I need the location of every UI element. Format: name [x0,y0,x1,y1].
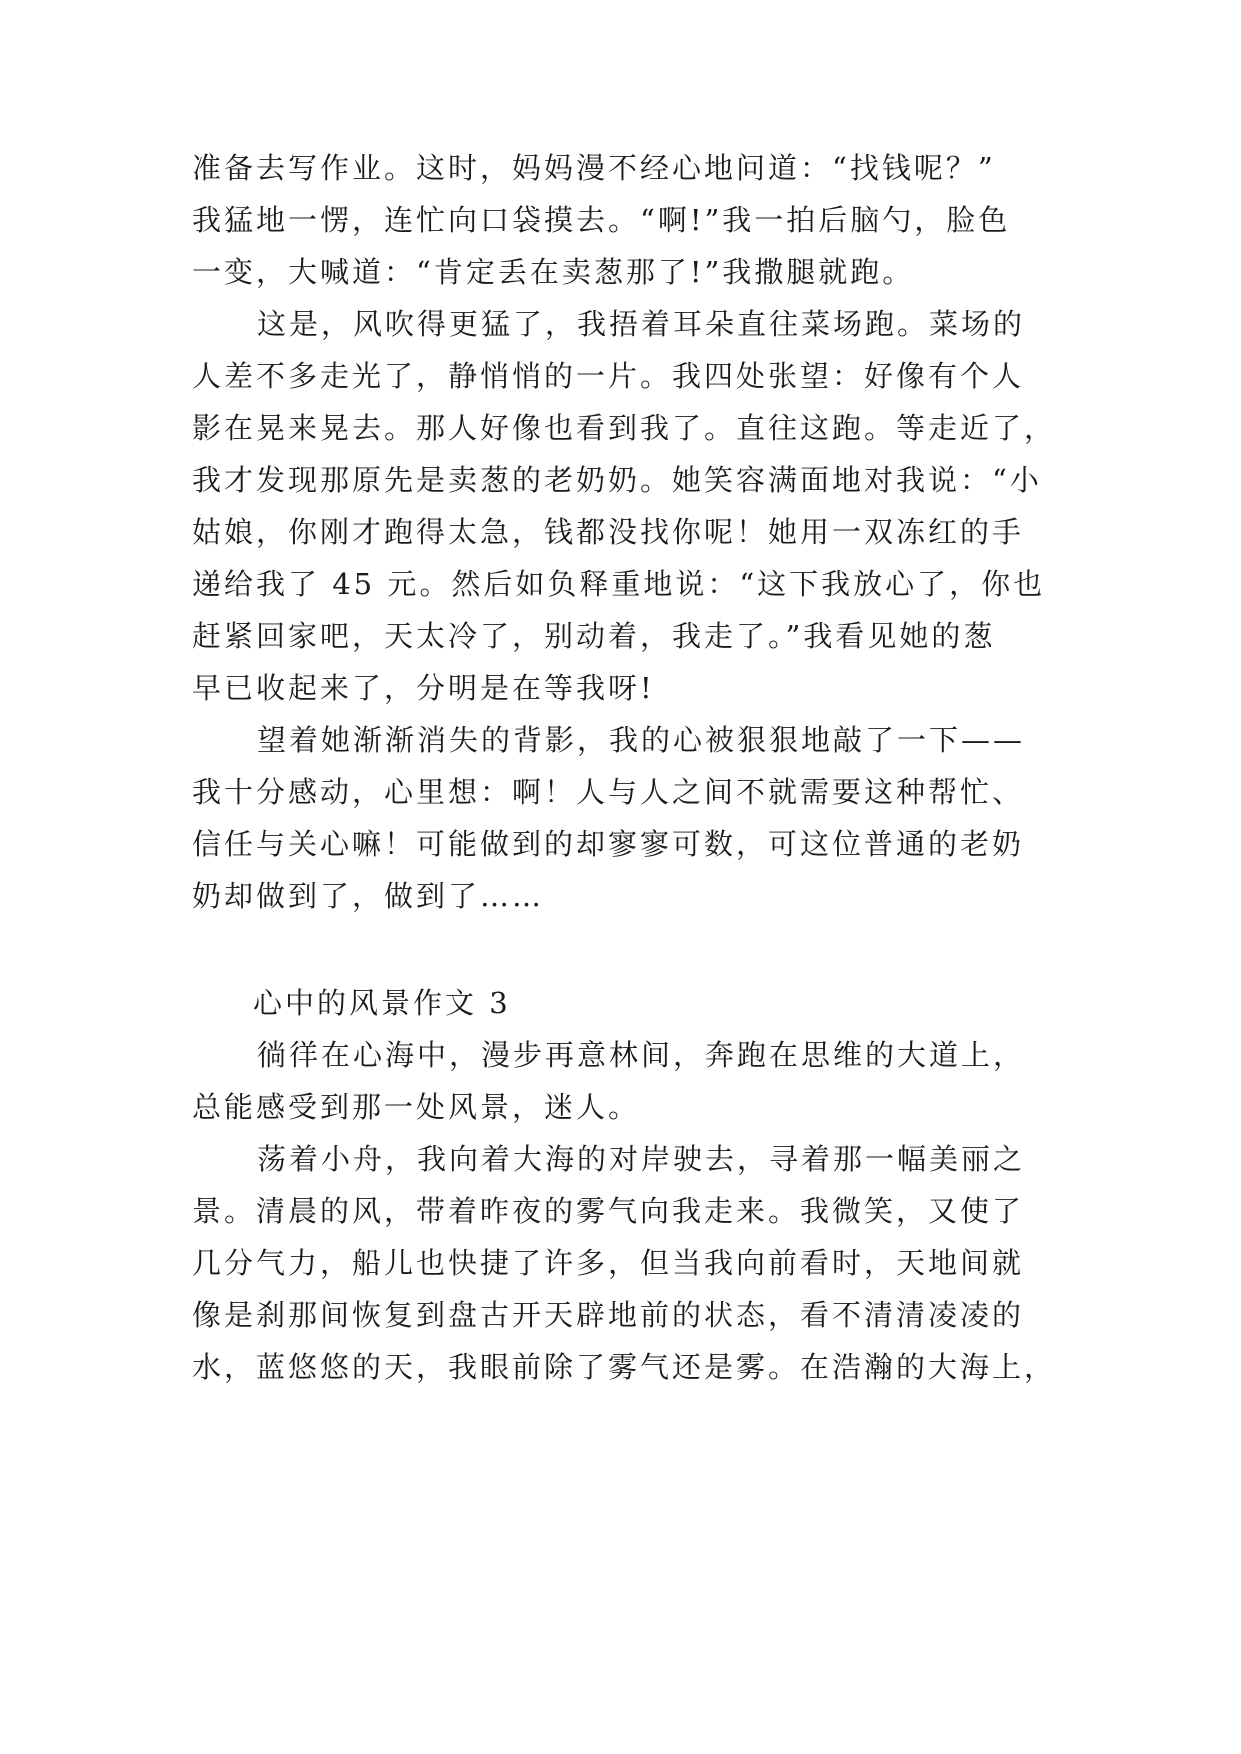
paragraph-start-line: 这是，风吹得更猛了，我捂着耳朵直往菜场跑。菜场的 [257,307,1026,341]
section-heading: 心中的风景作文 3 [253,986,511,1020]
text-line: 影在晃来晃去。那人好像也看到我了。直往这跑。等走近了， [192,411,1057,445]
text-line: 早已收起来了，分明是在等我呀! [192,671,655,705]
text-line: 景。清晨的风，带着昨夜的雾气向我走来。我微笑，又使了 [192,1194,1025,1228]
paragraph-start-line: 徜徉在心海中，漫步再意林间，奔跑在思维的大道上， [257,1038,1026,1072]
text-line: 我才发现那原先是卖葱的老奶奶。她笑容满面地对我说：“小 [192,463,1042,497]
text-line: 递给我了 45 元。然后如负释重地说：“这下我放心了，你也 [192,567,1046,601]
text-line: 我十分感动，心里想：啊！人与人之间不就需要这种帮忙、 [192,775,1025,809]
text-line: 像是刹那间恢复到盘古开天辟地前的状态，看不清清凌凌的 [192,1298,1025,1332]
text-line: 奶却做到了，做到了…… [192,879,545,913]
text-line: 总能感受到那一处风景，迷人。 [192,1090,641,1124]
paragraph-start-line: 荡着小舟，我向着大海的对岸驶去，寻着那一幅美丽之 [257,1142,1026,1176]
text-line: 几分气力，船儿也快捷了许多，但当我向前看时，天地间就 [192,1246,1025,1280]
text-line: 赶紧回家吧，天太冷了，别动着，我走了。”我看见她的葱 [192,619,996,653]
text-line: 信任与关心嘛！可能做到的却寥寥可数，可这位普通的老奶 [192,827,1025,861]
text-line: 我猛地一愣，连忙向口袋摸去。“啊!”我一拍后脑勺，脸色 [192,203,1011,237]
text-line: 人差不多走光了，静悄悄的一片。我四处张望：好像有个人 [192,359,1025,393]
text-line: 水，蓝悠悠的天，我眼前除了雾气还是雾。在浩瀚的大海上， [192,1350,1057,1384]
paragraph-start-line: 望着她渐渐消失的背影，我的心被狠狠地敲了一下—— [257,723,1026,757]
text-line: 一变，大喊道：“肯定丢在卖葱那了!”我撒腿就跑。 [192,255,915,289]
text-line: 准备去写作业。这时，妈妈漫不经心地问道：“找钱呢？” [192,151,996,185]
text-line: 姑娘，你刚才跑得太急，钱都没找你呢！她用一双冻红的手 [192,515,1025,549]
